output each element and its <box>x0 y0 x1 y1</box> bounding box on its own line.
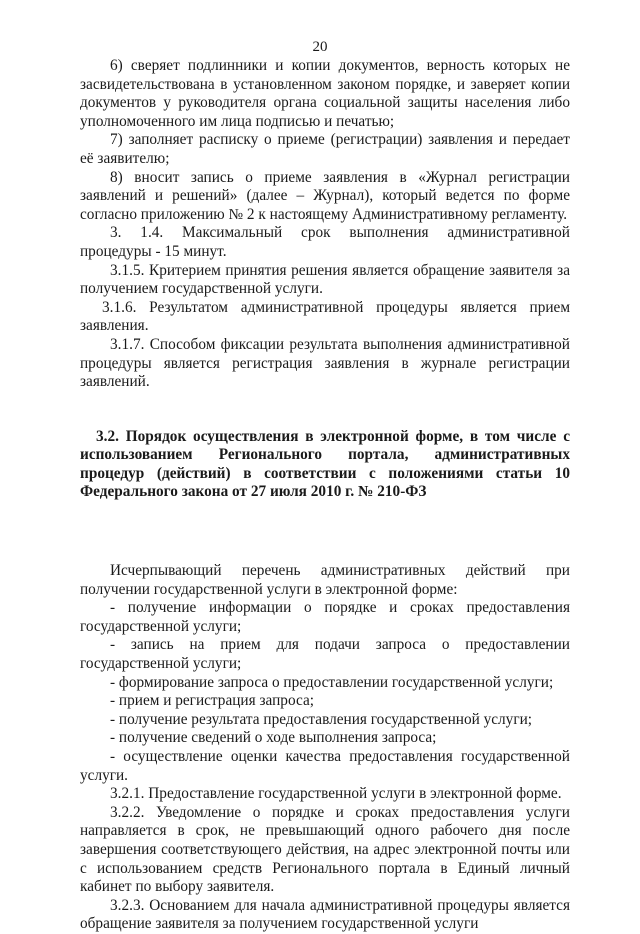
paragraph-item-7: 7) заполняет расписку о приеме (регистрации) заявления и передает её заявителю; <box>80 131 570 167</box>
paragraph-3-1-5: 3.1.5. Критерием принятия решения является обращение заявителя за получением государственной услуги. <box>80 261 570 298</box>
list-item-appointment: - запись на прием для подачи запроса о предоставлении государственной услуги; <box>80 636 570 673</box>
paragraph-3-1-4: 3. 1.4. Максимальный срок выполнения административной процедуры - 15 минут. <box>80 224 570 260</box>
document-body <box>80 57 570 934</box>
list-item-request-form: - формирование запроса о предоставлении государственной услуги; <box>110 673 554 691</box>
list-item-result: - получение результата предоставления государственной услуги; <box>110 710 533 728</box>
list-item-info: - получение информации о порядке и сроках предоставления государственной услуги; <box>80 599 570 635</box>
list-item-registration: - прием и регистрация запроса; <box>110 692 314 710</box>
paragraph-3-2-3: 3.2.3. Основанием для начала административной процедуры является обращение заявителя за получением государственной услуги <box>80 896 570 933</box>
list-item-status: - получение сведений о ходе выполнения запроса; <box>110 729 437 747</box>
paragraph-item-6: 6) сверяет подлинники и копии документов, верность которых не засвидетельствована в установленном законом порядке, и заверяет копии документов у руководителя органа социальной защиты населения либо уполномоченного им лица подписью и печатью; <box>80 57 570 130</box>
paragraph-3-2-2: 3.2.2. Уведомление о порядке и сроках предоставления услуги направляется в срок, не превышающий одного рабочего дня после завершения соответствующего действия, на адрес электронной почты или с использованием средств Регионального портала в Единый личный кабинет по выбору заявителя. <box>80 803 570 896</box>
section-heading-3-2: 3.2. Порядок осуществления в электронной форме, в том числе с использованием Регионального портала, административных процедур (действий) в соответствии с положениями статьи 10 Федерального закона от 27 июля 2010 г. № 210-ФЗ <box>80 427 570 501</box>
page-number: 20 <box>312 39 328 55</box>
paragraph-3-1-7: 3.1.7. Способом фиксации результата выполнения административной процедуры является регистрация заявления в журнале регистрации заявлений. <box>80 335 570 391</box>
paragraph-item-8: 8) вносит запись о приеме заявления в «Журнал регистрации заявлений и решений» (далее – Журнал), который ведется по форме согласно приложению № 2 к настоящему Административному регламенту. <box>80 168 570 223</box>
list-item-quality: - осуществление оценки качества предоставления государственной услуги. <box>80 748 570 784</box>
paragraph-3-1-6: 3.1.6. Результатом административной процедуры является прием заявления. <box>80 298 570 335</box>
paragraph-actions-intro: Исчерпывающий перечень административных действий при получении государственной услуги в электронной форме: <box>80 562 570 598</box>
paragraph-3-2-1: 3.2.1. Предоставление государственной услуги в электронной форме. <box>110 785 562 803</box>
